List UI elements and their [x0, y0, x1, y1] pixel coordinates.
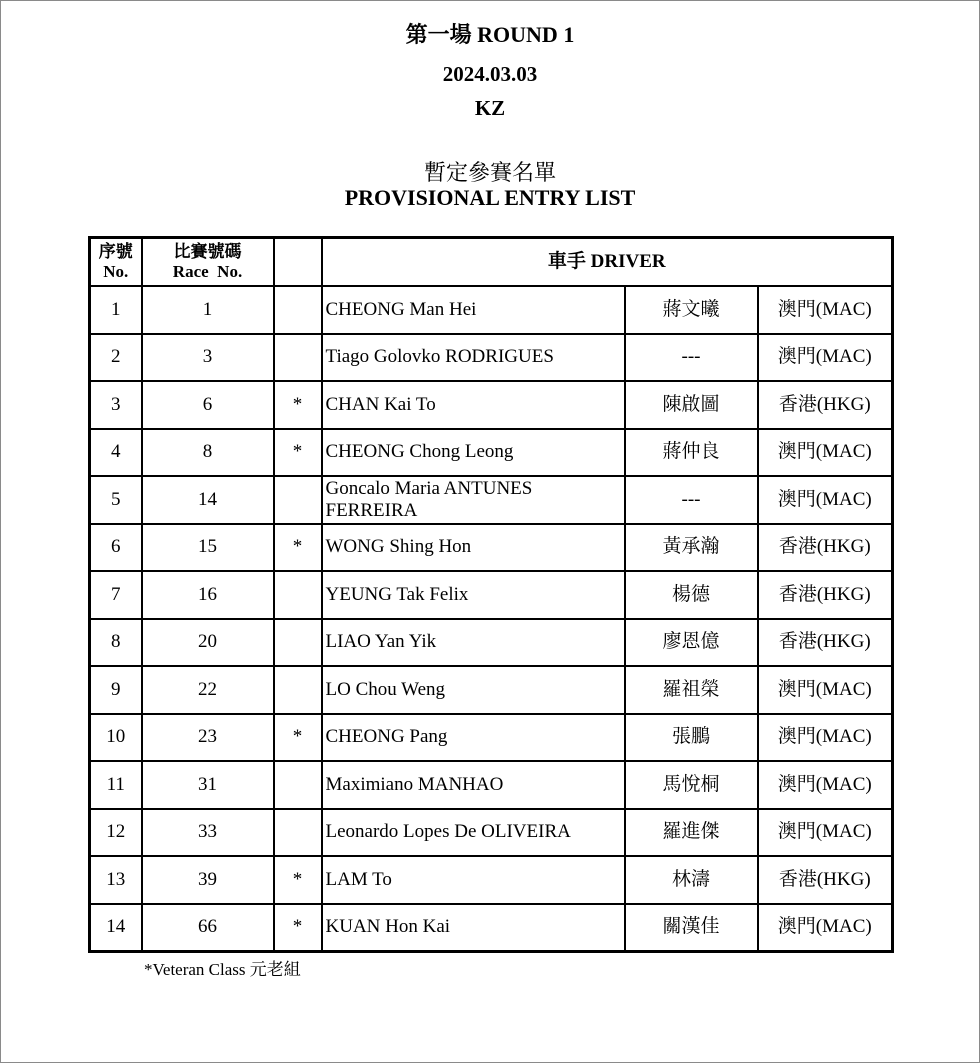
cell-chinese-name: 黃承瀚: [625, 524, 758, 572]
cell-race-number: 66: [142, 904, 274, 952]
footnote: *Veteran Class 元老組: [144, 960, 301, 979]
cell-country: 澳門(MAC): [758, 286, 893, 334]
cell-chinese-name: 蔣仲良: [625, 429, 758, 477]
seq-header-zh: 序號: [98, 242, 133, 261]
cell-race-number: 20: [142, 619, 274, 667]
cell-seq: 2: [90, 334, 142, 382]
race-header-en: Race No.: [172, 262, 243, 281]
table-row: [90, 571, 893, 619]
driver-header: 車手 DRIVER: [322, 238, 893, 287]
cell-race-number: 33: [142, 809, 274, 857]
cell-country: 香港(HKG): [758, 381, 893, 429]
cell-driver-name: Maximiano MANHAO: [322, 761, 625, 809]
cell-chinese-name: 關漢佳: [625, 904, 758, 952]
cell-race-number: 39: [142, 856, 274, 904]
cell-veteran-mark: [274, 761, 322, 809]
race-number-header: [142, 238, 274, 287]
cell-driver-name: LAM To: [322, 856, 625, 904]
cell-chinese-name: 蔣文曦: [625, 286, 758, 334]
cell-seq: 4: [90, 429, 142, 477]
entry-list-table: [88, 236, 894, 953]
mark-header: [274, 238, 322, 287]
round-title: 第一場 ROUND 1: [405, 22, 575, 47]
cell-veteran-mark: *: [274, 904, 322, 952]
cell-country: 澳門(MAC): [758, 904, 893, 952]
cell-chinese-name: 楊德: [625, 571, 758, 619]
cell-country: 澳門(MAC): [758, 761, 893, 809]
cell-chinese-name: 羅進傑: [625, 809, 758, 857]
table-row: [90, 809, 893, 857]
cell-race-number: 6: [142, 381, 274, 429]
cell-country: 香港(HKG): [758, 856, 893, 904]
cell-veteran-mark: [274, 476, 322, 524]
table-row: [90, 714, 893, 762]
cell-seq: 14: [90, 904, 142, 952]
cell-country: 澳門(MAC): [758, 429, 893, 477]
cell-veteran-mark: *: [274, 429, 322, 477]
cell-country: 澳門(MAC): [758, 809, 893, 857]
cell-chinese-name: 林濤: [625, 856, 758, 904]
cell-driver-name: Tiago Golovko RODRIGUES: [322, 334, 625, 382]
cell-veteran-mark: *: [274, 856, 322, 904]
cell-chinese-name: ---: [625, 334, 758, 382]
cell-driver-name: YEUNG Tak Felix: [322, 571, 625, 619]
class-name: KZ: [474, 96, 506, 120]
cell-country: 澳門(MAC): [758, 476, 893, 524]
cell-driver-name: LIAO Yan Yik: [322, 619, 625, 667]
title-chinese: 暫定參賽名單: [423, 160, 556, 185]
cell-country: 澳門(MAC): [758, 666, 893, 714]
cell-seq: 12: [90, 809, 142, 857]
cell-veteran-mark: [274, 666, 322, 714]
table-row: [90, 476, 893, 524]
table-row: [90, 286, 893, 334]
title-english: PROVISIONAL ENTRY LIST: [344, 185, 636, 210]
race-header-zh: 比賽號碼: [173, 242, 242, 261]
cell-chinese-name: 羅祖榮: [625, 666, 758, 714]
cell-race-number: 1: [142, 286, 274, 334]
cell-seq: 6: [90, 524, 142, 572]
cell-veteran-mark: [274, 571, 322, 619]
table-row: [90, 429, 893, 477]
cell-race-number: 22: [142, 666, 274, 714]
cell-seq: 3: [90, 381, 142, 429]
cell-country: 澳門(MAC): [758, 334, 893, 382]
cell-race-number: 31: [142, 761, 274, 809]
cell-driver-name: CHEONG Pang: [322, 714, 625, 762]
cell-race-number: 15: [142, 524, 274, 572]
cell-chinese-name: ---: [625, 476, 758, 524]
cell-driver-name: LO Chou Weng: [322, 666, 625, 714]
table-row: [90, 524, 893, 572]
cell-chinese-name: 馬悅桐: [625, 761, 758, 809]
cell-driver-name: CHEONG Man Hei: [322, 286, 625, 334]
table-row: [90, 666, 893, 714]
table-row: [90, 904, 893, 952]
cell-chinese-name: 張鵬: [625, 714, 758, 762]
table-row: [90, 856, 893, 904]
cell-country: 澳門(MAC): [758, 714, 893, 762]
cell-race-number: 3: [142, 334, 274, 382]
cell-driver-name: WONG Shing Hon: [322, 524, 625, 572]
cell-veteran-mark: [274, 809, 322, 857]
table-row: [90, 619, 893, 667]
cell-driver-name: KUAN Hon Kai: [322, 904, 625, 952]
cell-seq: 1: [90, 286, 142, 334]
cell-veteran-mark: *: [274, 714, 322, 762]
table-header-row: [90, 238, 893, 287]
cell-veteran-mark: [274, 619, 322, 667]
table-row: [90, 761, 893, 809]
cell-driver-name: Leonardo Lopes De OLIVEIRA: [322, 809, 625, 857]
cell-country: 香港(HKG): [758, 571, 893, 619]
table-row: [90, 381, 893, 429]
cell-race-number: 14: [142, 476, 274, 524]
cell-chinese-name: 廖恩億: [625, 619, 758, 667]
seq-header-en: No.: [103, 262, 129, 281]
cell-veteran-mark: *: [274, 524, 322, 572]
cell-race-number: 16: [142, 571, 274, 619]
cell-race-number: 8: [142, 429, 274, 477]
table-row: [90, 334, 893, 382]
cell-driver-name: CHAN Kai To: [322, 381, 625, 429]
cell-country: 香港(HKG): [758, 524, 893, 572]
cell-seq: 13: [90, 856, 142, 904]
cell-race-number: 23: [142, 714, 274, 762]
cell-country: 香港(HKG): [758, 619, 893, 667]
cell-seq: 11: [90, 761, 142, 809]
cell-driver-name: CHEONG Chong Leong: [322, 429, 625, 477]
cell-veteran-mark: [274, 334, 322, 382]
cell-seq: 5: [90, 476, 142, 524]
cell-seq: 9: [90, 666, 142, 714]
cell-seq: 7: [90, 571, 142, 619]
cell-veteran-mark: [274, 286, 322, 334]
cell-seq: 8: [90, 619, 142, 667]
event-date: 2024.03.03: [442, 62, 538, 86]
cell-veteran-mark: *: [274, 381, 322, 429]
seq-header: [90, 238, 142, 287]
cell-driver-name: Goncalo Maria ANTUNES FERREIRA: [322, 476, 625, 524]
cell-seq: 10: [90, 714, 142, 762]
cell-chinese-name: 陳啟圖: [625, 381, 758, 429]
